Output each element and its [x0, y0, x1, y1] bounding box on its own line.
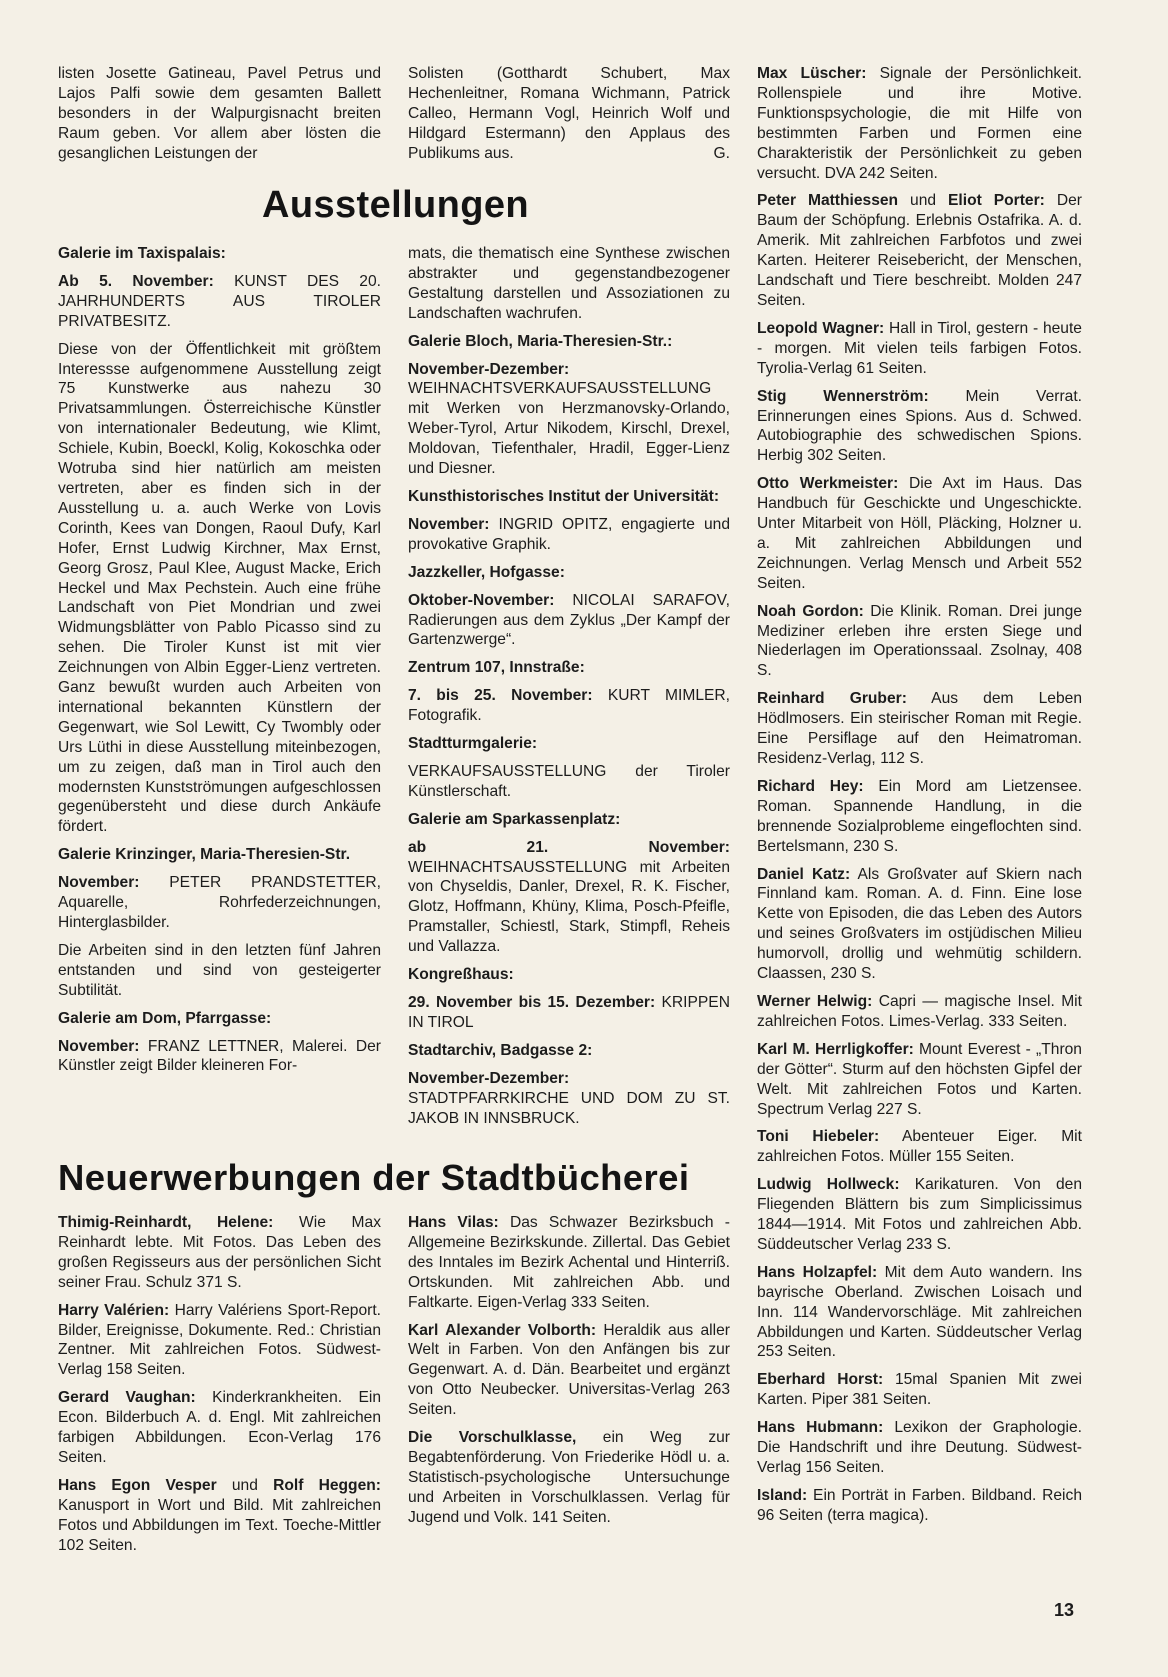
- book-description: ein Weg zur Begabtenförderung. Von Friederike Hödl u. a. Statistisch-psychologische Untersuchunge und Arbeiten in Vorschulklassen. Verlag für Jugend und Volk. 141 Seiten.: [408, 1429, 730, 1526]
- book-author: Otto Werkmeister:: [757, 475, 899, 493]
- venue-heading: Kongreßhaus:: [408, 966, 514, 984]
- book-entry: [757, 191, 1082, 310]
- exhibition-text: INGRID OPITZ, engagierte und provokative Graphik.: [408, 515, 730, 553]
- book-description: Als Großvater auf Skiern nach Finnland kam. Roman. A. d. Finn. Eine lose Kette von Episoden, die das Leben des Autors und seines Großvaters im ostjüdischen Milieu humorvoll, drollig und wehmütig schildern. Claassen, 230 S.: [757, 865, 1082, 983]
- paragraph: Solisten (Gotthardt Schubert, Max Hechenleitner, Romana Wichmann, Patrick Calleo, Hermann Vogl, Heinrich Wolf und Hildgard Estermann) den Applaus des Publikums aus.: [408, 65, 730, 162]
- exhibition-entry: [58, 272, 381, 332]
- exhibition-date: November:: [58, 1037, 140, 1055]
- book-entry: [757, 64, 1082, 183]
- book-author: Karl M. Herrligkoffer:: [757, 1040, 914, 1058]
- book-description: Signale der Persönlichkeit. Rollenspiele und ihre Motive. Funktionspsychologie, die mit Hilfe von bestimmten Farben und Formen eine Charakteristik der Persönlichkeit zu geben versucht. DVA 242 Seiten.: [757, 65, 1082, 182]
- exhibition-entry: [408, 360, 730, 479]
- exhibition-date: ab 21. November:: [408, 838, 730, 856]
- exhibitions-column-1: [58, 244, 381, 1084]
- book-entry: [408, 1213, 730, 1313]
- book-description: Abenteuer Eiger. Mit zahlreichen Fotos. Müller 155 Seiten.: [757, 1128, 1082, 1166]
- book-entry: [757, 602, 1082, 682]
- book-author: Gerard Vaughan:: [58, 1389, 196, 1407]
- book-author: Eberhard Horst:: [757, 1371, 884, 1389]
- exhibition-entry: [408, 244, 730, 324]
- book-description: Aus dem Leben Hödlmosers. Ein steirischer Roman mit Regie. Eine Persiflage auf den Heimatroman. Residenz-Verlag, 112 S.: [757, 690, 1082, 767]
- book-author: Peter Matthiessen: [757, 192, 899, 210]
- book-author: Island:: [757, 1486, 808, 1504]
- book-author: Stig Wennerström:: [757, 387, 929, 405]
- book-description: Die Axt im Haus. Das Handbuch für Geschickte und Ungeschickte. Unter Mitarbeit von Höll, Pläcking, Holzner u. a. Mit zahlreichen Abbildungen und Zeichnungen. Verlag Mensch und Arbeit 552 Seiten.: [757, 475, 1082, 592]
- book-entry: [757, 865, 1082, 984]
- book-entry: [757, 689, 1082, 769]
- exhibition-date: Oktober-November:: [408, 591, 555, 609]
- venue-heading: Galerie Krinzinger, Maria-Theresien-Str.: [58, 846, 351, 864]
- exhibition-entry: [58, 873, 381, 933]
- book-author: Toni Hiebeler:: [757, 1128, 880, 1146]
- book-description: Mein Verrat. Erinnerungen eines Spions. Aus d. Schwed. Autobiographie des schwedischen Spions. Herbig 302 Seiten.: [757, 387, 1082, 465]
- venue-heading: Stadtturmgalerie:: [408, 735, 538, 753]
- book-author: Hans Hubmann:: [757, 1419, 884, 1437]
- exhibition-entry: [408, 515, 730, 555]
- books-column-3: [757, 64, 1082, 1534]
- book-entry: [757, 1418, 1082, 1478]
- venue-heading: Stadtarchiv, Badgasse 2:: [408, 1041, 593, 1059]
- book-author: Daniel Katz:: [757, 865, 851, 883]
- author-signature: G.: [713, 144, 730, 162]
- exhibition-entry: [58, 941, 381, 1001]
- book-coauthor: Rolf Heggen:: [273, 1476, 381, 1494]
- book-entry: [58, 1301, 381, 1381]
- book-author: Harry Valérien:: [58, 1301, 170, 1319]
- book-author: Max Lüscher:: [757, 65, 867, 82]
- book-entry: [757, 1175, 1082, 1255]
- exhibition-text: mats, die thematisch eine Synthese zwischen abstrakter und gegenstandbezogener Gestaltung darstellen und Assoziationen zu Landschaften wachrufen.: [408, 245, 730, 322]
- book-description: Das Schwazer Bezirksbuch - Allgemeine Bezirkskunde. Zillertal. Das Gebiet des Inntales im Bezirk Achental und Hinterriß. Ortskunden. Mit zahlreichen Abb. und Faltkarte. Eigen-Verlag 333 Seiten.: [408, 1214, 730, 1311]
- exhibition-date: November:: [58, 874, 140, 892]
- book-entry: [757, 1370, 1082, 1410]
- book-entry: [58, 1388, 381, 1468]
- heading-neuerwerbungen: Neuerwerbungen der Stadtbücherei: [58, 1157, 690, 1198]
- exhibition-text: WEIHNACHTSAUSSTELLUNG mit Arbeiten von Chyseldis, Danler, Drexel, R. K. Fischer, Glotz, Hoffmann, Khüny, Klima, Posch-Pfeifle, Pramstaller, Schiestl, Stark, Stimpfl, Reheis und Vallazza.: [408, 858, 730, 956]
- exhibition-date: 7. bis 25. November:: [408, 687, 593, 705]
- book-description: Der Baum der Schöpfung. Erlebnis Ostafrika. A. d. Amerik. Mit zahlreichen Farbfotos und zwei Karten. Heiterer Reisebericht, der Menschen, Landschaft und Tiere beschreibt. Molden 247 Seiten.: [757, 192, 1082, 309]
- book-description: Kanusport in Wort und Bild. Mit zahlreichen Fotos und Abbildungen im Text. Toeche-Mittler 102 Seiten.: [58, 1496, 381, 1554]
- book-description: Heraldik aus aller Welt in Farben. Von den Anfängen bis zur Gegenwart. A. d. Dän. Bearbeitet und ergänzt von Otto Neubecker. Universitas-Verlag 263 Seiten.: [408, 1321, 730, 1419]
- book-author: Thimig-Reinhardt, Helene:: [58, 1214, 274, 1231]
- heading-ausstellungen: Ausstellungen: [262, 184, 530, 226]
- exhibition-text: KRIPPEN IN TIROL: [408, 994, 730, 1031]
- book-description: 15mal Spanien Mit zwei Karten. Piper 381 Seiten.: [757, 1371, 1082, 1409]
- top-column-1: [58, 64, 381, 164]
- exhibition-date: November:: [408, 515, 490, 533]
- book-author: Werner Helwig:: [757, 992, 873, 1010]
- book-author: Noah Gordon:: [757, 602, 864, 620]
- exhibition-text: WEIHNACHTSVERKAUFSAUSSTELLUNG mit Werken von Herzmanovsky-Orlando, Weber-Tyrol, Artur Nikodem, Kirschl, Drexel, Moldovan, Tiefenthaler, Hradil, Egger-Lienz und Diesner.: [408, 380, 730, 478]
- exhibition-text: KUNST DES 20. JAHRHUNDERTS AUS TIROLER PRIVATBESITZ.: [58, 272, 381, 330]
- book-description: Mount Everest - „Thron der Götter“. Sturm auf den höchsten Gipfel der Welt. Mit zahlreichen Fotos und Karten. Spectrum Verlag 227 S.: [757, 1040, 1082, 1118]
- book-entry: [757, 1040, 1082, 1120]
- book-author: Die Vorschulklasse,: [408, 1429, 577, 1447]
- book-author-joiner: und: [910, 192, 937, 210]
- venue-heading: Galerie im Taxispalais:: [58, 245, 226, 262]
- venue-heading: Zentrum 107, Innstraße:: [408, 659, 585, 677]
- paragraph: listen Josette Gatineau, Pavel Petrus und Lajos Palfi sowie dem gesamten Ballett besonders in der Walpurgisnacht breiten Raum geben. Vor allem aber lösten die gesanglichen Leistungen der: [58, 65, 381, 162]
- exhibition-entry: [408, 993, 730, 1033]
- exhibition-entry: [408, 1069, 730, 1129]
- book-author: Ludwig Hollweck:: [757, 1176, 900, 1194]
- book-coauthor: Eliot Porter:: [948, 192, 1045, 210]
- books-column-2: [408, 1213, 730, 1536]
- exhibition-text: VERKAUFSAUSSTELLUNG der Tiroler Künstlerschaft.: [408, 762, 730, 800]
- books-column-1: [58, 1213, 381, 1564]
- exhibition-text: FRANZ LETTNER, Malerei. Der Künstler zeigt Bilder kleineren For-: [58, 1037, 381, 1075]
- book-author: Reinhard Gruber:: [757, 690, 907, 708]
- book-description: Kinderkrankheiten. Ein Econ. Bilderbuch A. d. Engl. Mit zahlreichen farbigen Abbildungen. Econ-Verlag 176 Seiten.: [58, 1389, 381, 1466]
- exhibition-entry: [408, 591, 730, 651]
- book-entry: [58, 1213, 381, 1293]
- book-description: Lexikon der Graphologie. Die Handschrift und ihre Deutung. Südwest-Verlag 156 Seiten.: [757, 1419, 1082, 1476]
- book-description: Hall in Tirol, gestern - heute - morgen. Mit vielen teils farbigen Fotos. Tyrolia-Verlag 61 Seiten.: [757, 319, 1082, 377]
- book-author: Hans Vilas:: [408, 1214, 499, 1231]
- exhibition-date: 29. November bis 15. Dezember:: [408, 994, 656, 1011]
- exhibition-date: November-Dezember:: [408, 360, 570, 378]
- exhibition-text: Die Arbeiten sind in den letzten fünf Jahren entstanden und sind von gesteigerter Subtilität.: [58, 941, 381, 999]
- book-author: Karl Alexander Volborth:: [408, 1321, 597, 1339]
- exhibition-text: KURT MIMLER, Fotografik.: [408, 687, 730, 725]
- book-description: Karikaturen. Von den Fliegenden Blättern bis zum Simplicissimus 1844—1914. Mit Fotos und zahlreichen Abb. Süddeutscher Verlag 233 S.: [757, 1176, 1082, 1253]
- book-author: Richard Hey:: [757, 777, 864, 795]
- exhibition-text: Diese von der Öffentlichkeit mit größtem Interessse aufgenommene Ausstellung zeigt 75 Kunstwerke aus nahezu 30 Privatsammlungen. Österreichische Künstler von internationaler Bedeutung, wie Klimt, Schiele, Kubin, Boeckl, Kolig, Kokoschka oder Wotruba sind hier natürlich am meisten vertreten, aber es finden sich in der Ausstellung u. a. auch Werke von Lovis Corinth, Kees van Dongen, Raoul Dufy, Karl Hofer, Ernst Ludwig Kirchner, Max Ernst, Georg Grosz, Paul Klee, August Macke, Erich Heckel und Max Pechstein. Auch eine frühe Landschaft von Piet Mondrian und zwei Widmungsblätter von Pablo Picasso sind zu sehen. Die Tiroler Kunst ist mit vier Zeichnungen von Albin Egger-Lienz vertreten. Ganz bewußt wurden auch Arbeiten von international bekannten Künstlern der Gegenwart, wie Sol Lewitt, Cy Twombly oder Urs Lüthi in diese Ausstellung miteinbezogen, um zu zeigen, daß man in Tirol auch den modernsten Kunstströmungen aufgeschlossen gegenübersteht und diese durch Ankäufe fördert.: [58, 340, 381, 836]
- book-author: Leopold Wagner:: [757, 319, 885, 337]
- venue-heading: Kunsthistorisches Institut der Universität:: [408, 487, 720, 505]
- venue-heading: Galerie am Dom, Pfarrgasse:: [58, 1009, 272, 1027]
- book-description: Harry Valériens Sport-Report. Bilder, Ereignisse, Dokumente. Red.: Christian Zentner. Mit zahlreichen Fotos. Südwest-Verlag 158 Seiten.: [58, 1301, 381, 1379]
- book-author-joiner: und: [231, 1476, 258, 1494]
- exhibition-text: PETER PRANDSTETTER, Aquarelle, Rohrfederzeichnungen, Hinterglasbilder.: [58, 874, 381, 931]
- book-entry: [757, 319, 1082, 379]
- book-entry: [757, 387, 1082, 467]
- exhibition-entry: [58, 340, 381, 838]
- exhibition-entry: [408, 686, 730, 726]
- book-entry: [757, 1486, 1082, 1526]
- exhibition-date: Ab 5. November:: [58, 272, 214, 290]
- exhibition-entry: [408, 838, 730, 957]
- book-description: Die Klinik. Roman. Drei junge Mediziner erleben ihre ersten Siege und Niederlagen im Operationssaal. Zsolnay, 408 S.: [757, 602, 1083, 680]
- book-entry: [757, 1263, 1082, 1363]
- exhibition-entry: [58, 1037, 381, 1077]
- book-author: Hans Holzapfel:: [757, 1263, 878, 1281]
- book-entry: [58, 1476, 381, 1556]
- page-number: 13: [1054, 1600, 1075, 1620]
- book-entry: [757, 474, 1082, 593]
- book-entry: [408, 1428, 730, 1528]
- exhibition-entry: [408, 762, 730, 802]
- venue-heading: Jazzkeller, Hofgasse:: [408, 563, 565, 581]
- book-description: Mit dem Auto wandern. Ins bayrische Oberland. Zwischen Loisach und Inn. 114 Wandervorschläge. Mit zahlreichen Abbildungen und Karten. Süddeutscher Verlag 253 Seiten.: [757, 1263, 1082, 1361]
- book-description: Capri — magische Insel. Mit zahlreichen Fotos. Limes-Verlag. 333 Seiten.: [757, 992, 1082, 1030]
- exhibitions-column-2: [408, 244, 730, 1136]
- book-description: Ein Porträt in Farben. Bildband. Reich 96 Seiten (terra magica).: [757, 1486, 1082, 1524]
- top-column-2: [408, 64, 730, 164]
- exhibition-text: NICOLAI SARAFOV, Radierungen aus dem Zyklus „Der Kampf der Gartenzwerge“.: [408, 591, 730, 649]
- exhibition-text: STADTPFARRKIRCHE UND DOM ZU ST. JAKOB IN INNSBRUCK.: [408, 1089, 730, 1127]
- book-description: Ein Mord am Lietzensee. Roman. Spannende Handlung, in die brennende Sozialprobleme eingeflochten sind. Bertelsmann, 230 S.: [757, 777, 1082, 855]
- book-entry: [757, 777, 1082, 857]
- book-entry: [408, 1321, 730, 1421]
- venue-heading: Galerie am Sparkassenplatz:: [408, 810, 621, 828]
- book-entry: [757, 1127, 1082, 1167]
- book-entry: [757, 992, 1082, 1032]
- book-description: Wie Max Reinhardt lebte. Mit Fotos. Das Leben des großen Regisseurs aus der persönlichen Sicht seiner Frau. Schulz 371 S.: [58, 1214, 381, 1291]
- venue-heading: Galerie Bloch, Maria-Theresien-Str.:: [408, 332, 673, 350]
- exhibition-date: November-Dezember:: [408, 1069, 570, 1087]
- book-author: Hans Egon Vesper: [58, 1476, 217, 1494]
